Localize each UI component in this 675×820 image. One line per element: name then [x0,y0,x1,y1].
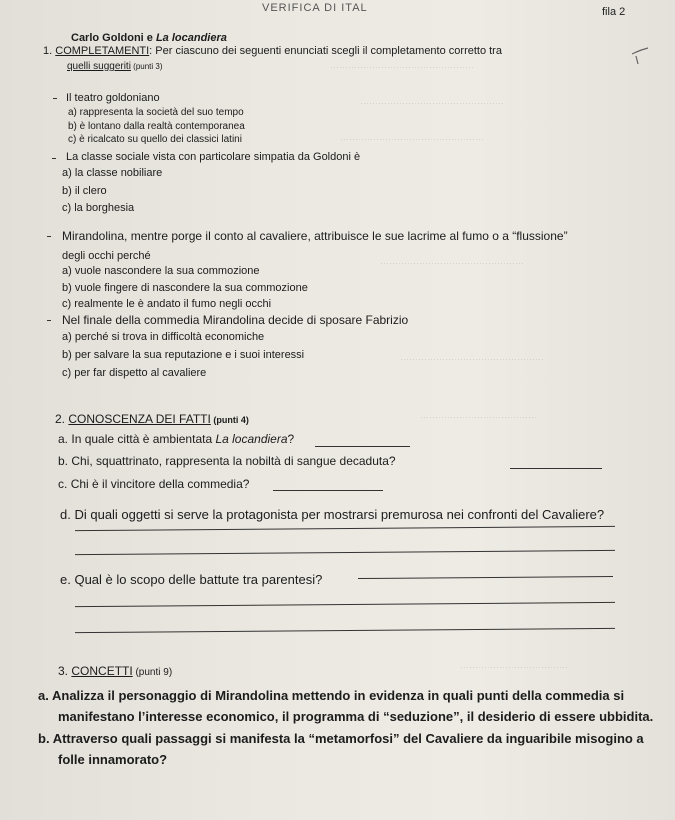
s2-qe-text: Qual è lo scopo delle battute tra parentesi? [74,572,323,587]
bleed-through-text: ………………………………………… [330,60,474,70]
s3-qb-label: b. [38,731,50,746]
s1-q2-option-c[interactable]: c) la borghesia [62,202,135,214]
s2-qe-answer-line-2[interactable] [75,602,615,607]
bullet-icon [47,320,51,321]
bleed-through-text: ………………………………… [420,410,537,420]
s1-q4-prompt: Nel finale della commedia Mirandolina decide di sposare Fabrizio [62,313,409,327]
section1-instruction-cont [67,62,163,72]
s3-qb-line1: Attraverso quali passaggi si manifesta la “metamorfosi” del Cavaliere da inguaribile misogino a [52,731,644,746]
s1-q2-option-a[interactable]: a) la classe nobiliare [62,167,163,179]
title-work: La locandiera [155,32,227,44]
s2-qc-answer-line[interactable] [273,490,383,491]
section3-number: 3. [58,664,69,678]
bullet-icon [52,158,56,159]
s2-qe-answer-line-1[interactable] [358,576,613,579]
s2-qc-label: c. [58,477,68,491]
s2-qa-text-post: ? [287,432,295,446]
s2-question-e [60,573,322,586]
s1-q3-option-a[interactable]: a) vuole nascondere la sua commozione [62,265,260,277]
bleed-through-text: ……………………………… [460,660,568,670]
s2-qc-text: Chi è il vincitore della commedia? [70,477,250,491]
s2-qd-answer-line-2[interactable] [75,550,615,555]
section3-points: (punti 9) [132,667,173,678]
s2-qa-label: a. [58,432,69,446]
section2-number: 2. [55,412,66,426]
bleed-through-text: ………………………………………… [360,96,504,106]
s1-q3-option-b[interactable]: b) vuole fingere di nascondere la sua commozione [62,282,308,294]
s1-q1-option-b[interactable]: b) è lontano dalla realtà contemporanea [68,121,245,132]
s1-q1-prompt: Il teatro goldoniano [66,92,160,104]
s2-qd-label: d. [60,507,71,522]
s2-qd-text: Di quali oggetti si serve la protagonista per mostrarsi premurosa nei confronti del Cavaliere? [74,507,605,522]
s1-q3-prompt: Mirandolina, mentre porge il conto al cavaliere, attribuisce le sue lacrime al fumo o a “flussione” [62,229,568,243]
s3-qa-line1: Analizza il personaggio di Mirandolina mettendo in evidenza in quali punti della commedia si [51,688,625,703]
s1-q3-option-c[interactable]: c) realmente le è andato il fumo negli occhi [62,298,272,310]
s1-q1-option-c[interactable]: c) è ricalcato su quello dei classici latini [68,134,242,145]
s2-question-b [58,455,396,467]
header-label: VERIFICA DI ITAL [262,2,368,14]
bleed-through-text: ………………………………………… [340,132,484,142]
s3-qb-line2: folle innamorato? [58,752,168,767]
s2-question-d [60,508,604,521]
s2-qa-text-pre: In quale città è ambientata [71,432,216,446]
section2-points: (punti 4) [210,415,249,425]
bullet-icon [53,98,57,99]
section1-instruction-text: : Per ciascuno dei seguenti enunciati scegli il completamento corretto tra [149,45,502,57]
s2-qb-answer-line[interactable] [510,468,602,469]
s1-q1-option-a[interactable]: a) rappresenta la società del suo tempo [68,107,244,118]
worksheet-title [71,33,227,44]
s1-q2-prompt: La classe sociale vista con particolare simpatia da Goldoni è [66,151,361,163]
s2-qa-text-italic: La locandiera [215,432,288,446]
section2-heading-row [55,413,249,425]
s3-question-b [38,732,644,745]
s2-qa-answer-line[interactable] [315,446,410,447]
s1-q2-option-b[interactable]: b) il clero [62,185,107,197]
title-author: Carlo Goldoni e [71,32,156,44]
section1-points: (punti 3) [130,62,163,71]
section3-heading-row [58,665,172,678]
s2-qe-answer-line-3[interactable] [75,628,615,633]
section1-heading: COMPLETAMENTI [55,45,150,57]
s1-q4-option-c[interactable]: c) per far dispetto al cavaliere [62,367,207,379]
section1-number: 1. [43,45,53,57]
s3-question-a [38,689,624,702]
page-label: fila 2 [602,6,626,18]
s2-qe-label: e. [60,572,71,587]
s1-q4-option-b[interactable]: b) per salvare la sua reputazione e i suoi interessi [62,349,305,361]
s3-qa-line2: manifestano l’interesse economico, il programma di “seduzione”, il desiderio di essere ubbidita. [58,709,654,724]
bleed-through-text: ………………………………………… [380,256,524,266]
pen-mark-icon [630,44,654,66]
bullet-icon [47,236,51,237]
s2-question-c [58,478,249,490]
s2-qb-label: b. [58,454,69,468]
s2-qb-text: Chi, squattrinato, rappresenta la nobiltà di sangue decaduta? [71,454,396,468]
section1-instruction [43,46,502,57]
s2-qd-answer-line-1[interactable] [75,526,615,531]
bleed-through-text: ………………………………………… [400,352,544,362]
section1-instruction-b: quelli suggeriti [67,61,131,72]
section3-heading: CONCETTI [71,664,133,678]
s2-question-a [58,433,294,445]
section2-heading: CONOSCENZA DEI FATTI [68,412,211,426]
s1-q4-option-a[interactable]: a) perché si trova in difficoltà economiche [62,331,265,343]
s1-q3-prompt-cont: degli occhi perché [62,250,151,262]
s3-qa-label: a. [38,688,49,703]
